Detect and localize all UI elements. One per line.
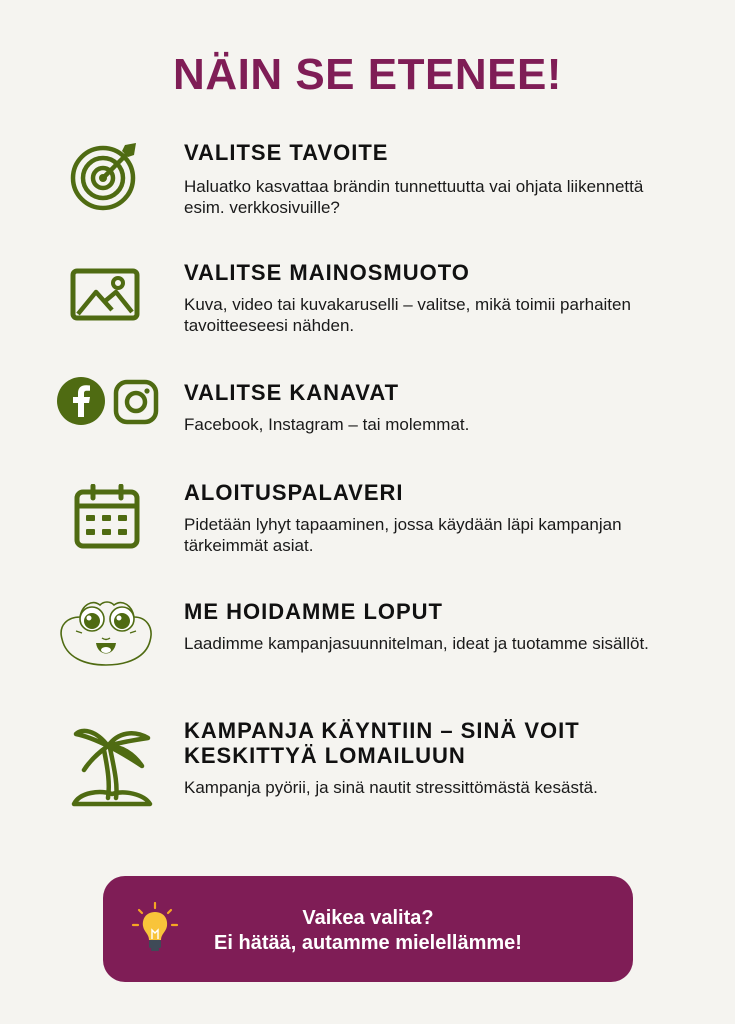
frog-face-icon — [56, 595, 156, 674]
page-title: NÄIN SE ETENEE! — [173, 50, 562, 99]
image-icon — [70, 268, 140, 327]
help-banner[interactable] — [103, 876, 633, 982]
step-heading: VALITSE KANAVAT — [184, 380, 400, 405]
step-description: Facebook, Instagram – tai molemmat. — [184, 415, 470, 434]
step-heading: KAMPANJA KÄYNTIIN – SINÄ VOIT KESKITTYÄ LOMAILUUN — [184, 718, 580, 768]
step-description: Laadimme kampanjasuunnitelman, ideat ja tuotamme sisällöt. — [184, 634, 649, 653]
facebook-icon — [56, 376, 106, 431]
step-heading: VALITSE TAVOITE — [184, 140, 389, 165]
step-description: Haluatko kasvattaa brändin tunnettuutta vai ohjata liikennettä esim. verkkosivuille? — [184, 177, 644, 217]
cta-line-2: Ei hätää, autamme mielellämme! — [214, 932, 522, 954]
step-description: Pidetään lyhyt tapaaminen, jossa käydään läpi kampanjan tärkeimmät asiat. — [184, 515, 622, 555]
instagram-icon — [113, 379, 159, 430]
step-description: Kuva, video tai kuvakaruselli – valitse, mikä toimii parhaiten tavoitteeseesi nähden. — [184, 295, 631, 335]
step-heading: ME HOIDAMME LOPUT — [184, 599, 443, 624]
step-heading: VALITSE MAINOSMUOTO — [184, 260, 470, 285]
cta-line-1: Vaikea valita? — [302, 907, 434, 929]
step-description: Kampanja pyörii, ja sinä nautit stressittömästä kesästä. — [184, 778, 598, 797]
calendar-icon — [74, 484, 140, 555]
step-heading: ALOITUSPALAVERI — [184, 480, 404, 505]
target-icon — [70, 141, 142, 216]
palm-tree-icon — [70, 720, 154, 815]
